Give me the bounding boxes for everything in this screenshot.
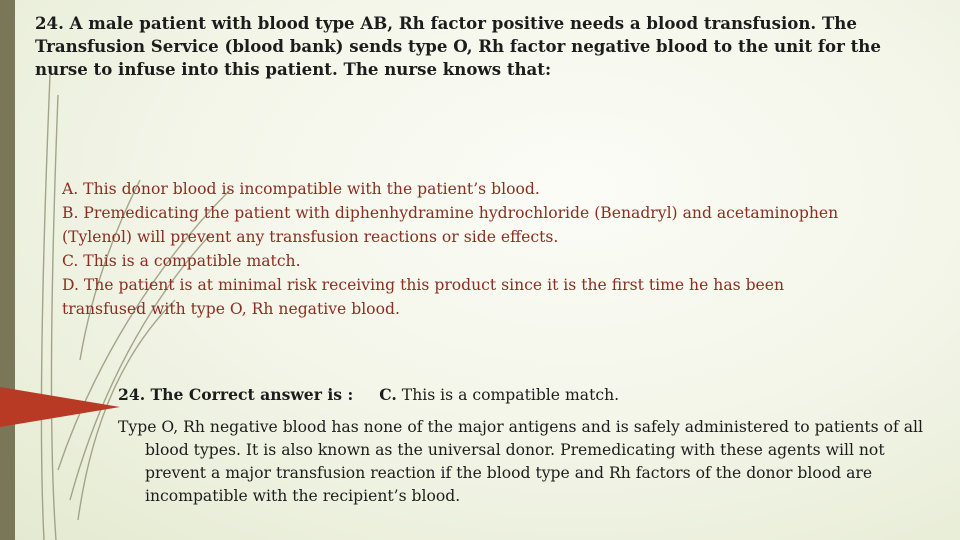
explanation-text: Type O, Rh negative blood has none of the major antigens and is safely administered to patients of all blood types. It is also known as the universal donor. Premedicating with these agents will not prevent a major transfusion reaction if the blood type and Rh factors of the donor blood are incompatible with the recipient’s blood. bbox=[118, 418, 923, 505]
answer-letter: C. bbox=[379, 385, 397, 404]
answer-label: 24. The Correct answer is : bbox=[118, 385, 354, 404]
option-b: B. Premedicating the patient with diphenhydramine hydrochloride (Benadryl) and acetaminophen (Tylenol) will prevent any transfusion reactions or side effects. bbox=[62, 204, 839, 246]
answer-options bbox=[62, 177, 842, 321]
question-text: 24. A male patient with blood type AB, Rh factor positive needs a blood transfusion. The Transfusion Service (blood bank) sends type O, Rh factor negative blood to the unit for the nurse to infuse into this patient. The nurse knows that: bbox=[35, 13, 881, 79]
option-a: A. This donor blood is incompatible with the patient’s blood. bbox=[62, 180, 540, 198]
option-c: C. This is a compatible match. bbox=[62, 252, 301, 270]
correct-answer-line bbox=[118, 383, 898, 407]
option-d: D. The patient is at minimal risk receiving this product since it is the first time he has been transfused with type O, Rh negative blood. bbox=[62, 276, 785, 318]
answer-text: This is a compatible match. bbox=[401, 386, 620, 404]
